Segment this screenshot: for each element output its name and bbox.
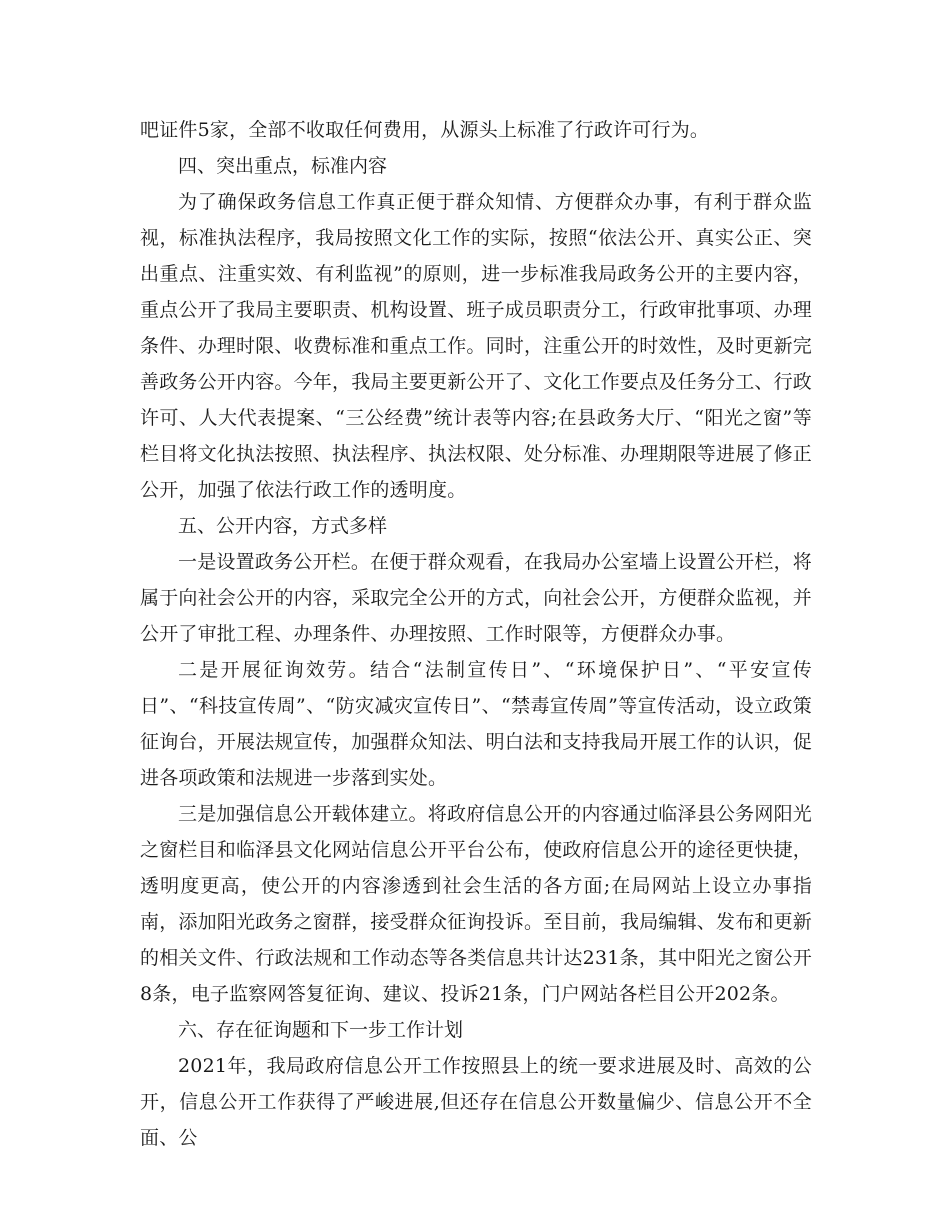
- paragraph-5: 三是加强信息公开载体建立。将政府信息公开的内容通过临泽县公务网阳光之窗栏目和临泽县文化网站信息公开平台公布，使政府信息公开的途径更快捷，透明度更高，使公开的内容渗透到社会生活的各方面;在局网站上设立办事指南，添加阳光政务之窗群，接受群众征询投诉。至目前，我局编辑、发布和更新的相关文件、行政法规和工作动态等各类信息共计达231条，其中阳光之窗公开8条，电子监察网答复征询、建议、投诉21条，门户网站各栏目公开202条。: [140, 803, 813, 1005]
- paragraph-3: 一是设置政务公开栏。在便于群众观看，在我局办公室墙上设置公开栏，将属于向社会公开的内容，采取完全公开的方式，向社会公开，方便群众监视，并公开了审批工程、办理条件、办理按照、工作时限等，方便群众办事。: [140, 551, 813, 645]
- paragraph-4: 二是开展征询效劳。结合“法制宣传日”、“环境保护日”、“平安宣传日”、“科技宣传周”、“防灾减灾宣传日”、“禁毒宣传周”等宣传活动，设立政策征询台，开展法规宣传，加强群众知法、明白法和支持我局开展工作的认识，促进各项政策和法规进一步落到实处。: [140, 659, 813, 789]
- section-heading-6: 六、存在征询题和下一步工作计划: [178, 1019, 464, 1041]
- document-page: [140, 112, 812, 1156]
- paragraph-1: 吧证件5家，全部不收取任何费用，从源头上标准了行政许可行为。: [140, 119, 710, 141]
- section-heading-5: 五、公开内容，方式多样: [178, 515, 388, 537]
- section-heading-4: 四、突出重点，标准内容: [178, 155, 388, 177]
- paragraph-2: 为了确保政务信息工作真正便于群众知情、方便群众办事，有利于群众监视，标准执法程序，我局按照文化工作的实际，按照“依法公开、真实公正、突出重点、注重实效、有利监视”的原则，进一步标准我局政务公开的主要内容，重点公开了我局主要职责、机构设置、班子成员职责分工，行政审批事项、办理条件、办理时限、收费标准和重点工作。同时，注重公开的时效性，及时更新完善政务公开内容。今年，我局主要更新公开了、文化工作要点及任务分工、行政许可、人大代表提案、“三公经费”统计表等内容;在县政务大厅、“阳光之窗”等栏目将文化执法按照、执法程序、执法权限、处分标准、办理期限等进展了修正公开，加强了依法行政工作的透明度。: [140, 191, 813, 501]
- paragraph-6: 2021年，我局政府信息公开工作按照县上的统一要求进展及时、高效的公开，信息公开工作获得了严峻进展,但还存在信息公开数量偏少、信息公开不全面、公: [140, 1055, 812, 1149]
